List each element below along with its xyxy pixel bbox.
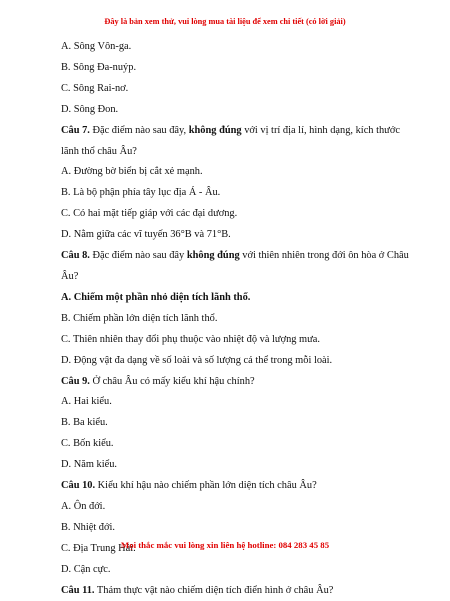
question-number: Câu 11. (61, 584, 95, 596)
question-emphasis: không đúng (186, 250, 240, 262)
question-text: với vị trí địa lí, hình dạng, kích thước (241, 124, 400, 136)
question-text-continued: lãnh thổ châu Âu? (61, 145, 137, 157)
question-7 (61, 121, 400, 142)
question-number: Câu 8. (61, 250, 90, 262)
question-text: Ở châu Âu có mấy kiểu khí hậu chính? (89, 375, 255, 387)
option-line: B. Nhiệt đới. (61, 521, 115, 533)
option-line: D. Nằm giữa các vĩ tuyến 36°B và 71°B. (61, 229, 231, 241)
option-line: B. Chiếm phần lớn diện tích lãnh thổ. (61, 312, 218, 324)
option-line: A. Ôn đới. (61, 500, 106, 512)
option-line: B. Là bộ phận phía tây lục địa Á - Âu. (61, 187, 221, 199)
option-line: B. Ba kiểu. (61, 417, 108, 429)
document-body (61, 37, 409, 601)
question-text: Đặc điểm nào sau đây, (89, 124, 189, 136)
question-number: Câu 7. (61, 124, 90, 136)
header-notice: Đây là bản xem thử, vui lòng mua tài liệu để xem chi tiết (có lời giải) (104, 17, 346, 26)
question-9 (61, 372, 397, 393)
option-line: D. Cận cực. (61, 563, 111, 575)
question-text-continued: Âu? (61, 270, 79, 282)
option-line: A. Sông Vôn-ga. (61, 41, 132, 52)
question-11 (61, 581, 397, 601)
question-number: Câu 9. (61, 375, 90, 387)
option-line: A. Đường bờ biển bị cắt xẻ mạnh. (61, 166, 203, 178)
answer-option-text: A. Chiếm một phần nhỏ diện tích lãnh thổ. (61, 291, 251, 303)
option-line: C. Thiên nhiên thay đổi phụ thuộc vào nhiệt độ và lượng mưa. (61, 333, 320, 345)
question-number: Câu 10. (61, 480, 96, 492)
option-line: D. Năm kiểu. (61, 459, 117, 471)
question-text: Đặc điểm nào sau đây (89, 250, 187, 262)
option-line: D. Sông Đon. (61, 103, 119, 115)
option-line: B. Sông Đa-nuýp. (61, 61, 137, 73)
option-line: C. Sông Rai-nơ. (61, 82, 129, 94)
footer-notice: Mọi thắc mắc vui lòng xin liên hệ hotline: 084 283 45 85 (120, 540, 330, 550)
question-text: Thảm thực vật nào chiếm diện tích điển hình ở châu Âu? (94, 584, 334, 596)
option-line: C. Địa Trung Hải. (61, 542, 136, 554)
answer-option (61, 288, 397, 309)
option-line: C. Bốn kiểu. (61, 438, 114, 450)
option-line: C. Có hai mặt tiếp giáp với các đại dương. (61, 208, 238, 220)
question-8 (61, 246, 409, 267)
question-text: với thiên nhiên trong đới ôn hòa ở Châu (239, 250, 409, 262)
option-line: A. Hai kiểu. (61, 396, 112, 408)
question-emphasis: không đúng (188, 124, 242, 136)
question-10 (61, 476, 397, 497)
question-text: Kiểu khí hậu nào chiếm phần lớn diện tích châu Âu? (95, 480, 317, 492)
option-line: D. Động vật đa dạng về số loài và số lượng cá thể trong mỗi loài. (61, 354, 333, 366)
